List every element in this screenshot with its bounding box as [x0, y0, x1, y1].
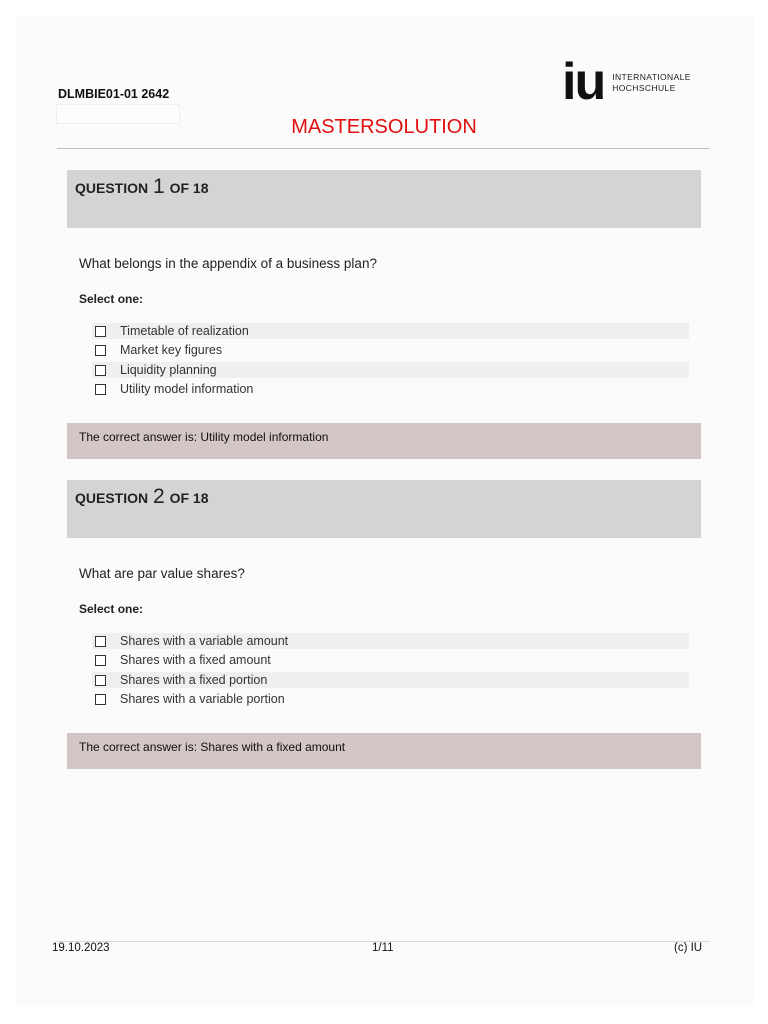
select-one-label: Select one: — [79, 292, 144, 306]
question-text: What belongs in the appendix of a business plan? — [79, 256, 377, 271]
option-label: Utility model information — [120, 382, 254, 396]
question-prefix: QUESTION — [75, 180, 149, 196]
checkbox[interactable] — [95, 675, 106, 686]
option-label: Liquidity planning — [120, 363, 217, 377]
option-label: Shares with a variable amount — [120, 634, 289, 648]
footer-copyright: (c) IU — [674, 942, 703, 954]
logo-text — [612, 72, 691, 94]
checkbox[interactable] — [95, 345, 106, 356]
question-header — [67, 480, 701, 538]
checkbox[interactable] — [95, 326, 106, 337]
select-one-label: Select one: — [79, 602, 144, 616]
header-divider — [57, 148, 710, 149]
answer-option[interactable] — [92, 652, 689, 668]
logo-mark: iu — [562, 53, 605, 111]
checkbox[interactable] — [95, 636, 106, 647]
question-text: What are par value shares? — [79, 566, 245, 581]
question-suffix: OF 18 — [169, 180, 209, 196]
checkbox[interactable] — [95, 655, 106, 666]
page-title: MASTERSOLUTION — [291, 116, 477, 138]
option-label: Timetable of realization — [120, 324, 249, 338]
checkbox[interactable] — [95, 384, 106, 395]
question-label — [75, 485, 209, 509]
iu-logo — [562, 53, 691, 111]
correct-answer-box — [67, 733, 701, 769]
checkbox[interactable] — [95, 694, 106, 705]
logo-line-1: INTERNATIONALE — [612, 72, 691, 82]
answer-option[interactable] — [92, 672, 689, 688]
checkbox[interactable] — [95, 365, 106, 376]
question-label — [75, 175, 209, 199]
logo-line-2: HOCHSCHULE — [612, 83, 676, 93]
option-label: Shares with a variable portion — [120, 692, 285, 706]
question-number: 2 — [153, 485, 165, 508]
question-header — [67, 170, 701, 228]
correct-answer-text: The correct answer is: Utility model information — [79, 430, 329, 444]
option-label: Market key figures — [120, 343, 223, 357]
footer-page-number: 1/11 — [372, 942, 394, 954]
answer-option[interactable] — [92, 381, 689, 397]
question-number: 1 — [153, 175, 165, 198]
option-label: Shares with a fixed portion — [120, 673, 268, 687]
footer-date: 19.10.2023 — [52, 942, 110, 954]
answer-option[interactable] — [92, 633, 689, 649]
answer-option[interactable] — [92, 691, 689, 707]
option-label: Shares with a fixed amount — [120, 653, 271, 667]
answer-option[interactable] — [92, 362, 689, 378]
answer-option[interactable] — [92, 323, 689, 339]
correct-answer-text: The correct answer is: Shares with a fixed amount — [79, 740, 346, 754]
correct-answer-box — [67, 423, 701, 459]
question-suffix: OF 18 — [169, 490, 209, 506]
answer-option[interactable] — [92, 342, 689, 358]
question-prefix: QUESTION — [75, 490, 149, 506]
document-id: DLMBIE01-01 2642 — [58, 87, 170, 101]
